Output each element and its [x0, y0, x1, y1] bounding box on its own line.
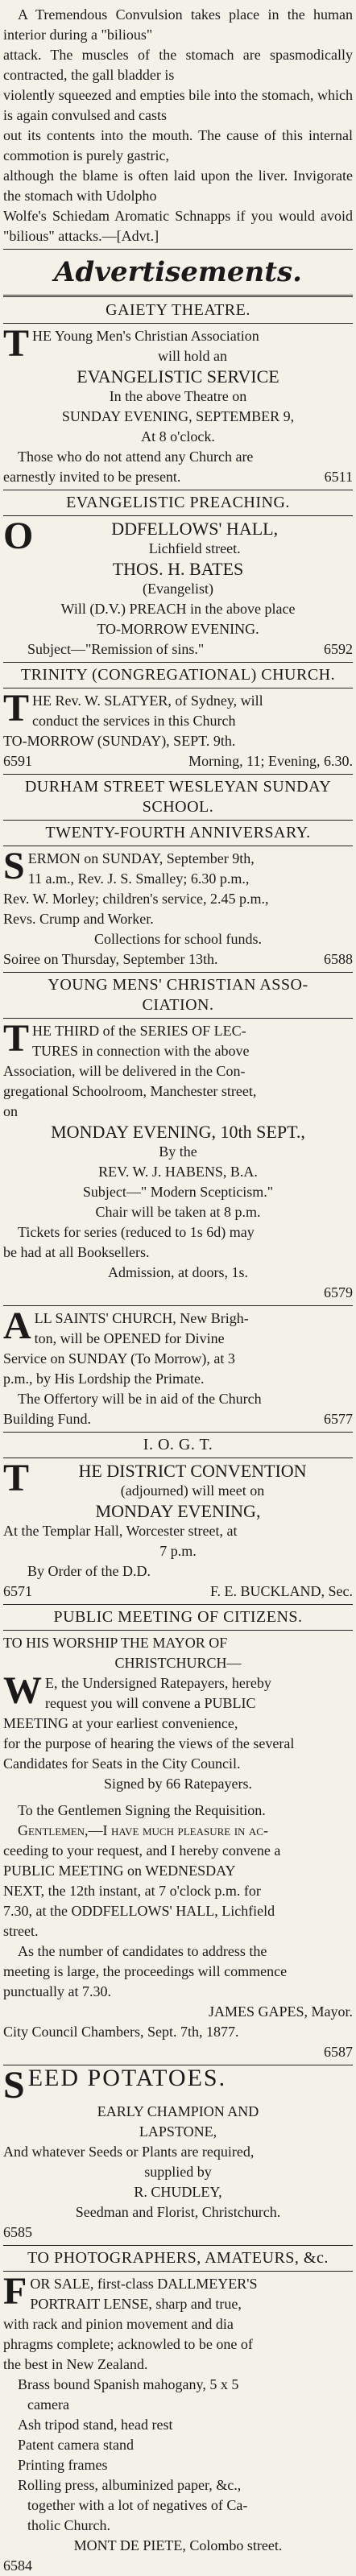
intro-paragraph	[3, 5, 353, 246]
ad-line: At 8 o'clock.	[141, 428, 215, 444]
ad-durham-street-school	[3, 777, 353, 970]
intro-line: Wolfe's Schiedam Aromatic Schnapps if you would avoid "bilious" attacks.—[Advt.]	[3, 208, 353, 244]
ad-title: EVANGELISTIC PREACHING.	[66, 494, 290, 511]
ad-line: TO-MORROW EVENING.	[97, 621, 259, 637]
ad-line: earnestly invited to be present.	[3, 469, 181, 485]
ad-line: MONDAY EVENING, 10th SEPT.,	[51, 1122, 305, 1142]
drop-cap: T	[3, 687, 30, 730]
ad-title: TO PHOTOGRAPHERS, AMATEURS, &c.	[27, 2249, 329, 2267]
ad-line: Those who do not attend any Church are	[18, 449, 254, 465]
ad-number: 6584	[3, 2557, 32, 2574]
divider	[3, 662, 353, 663]
ad-line: with rack and pinion movement and dia	[3, 2316, 234, 2332]
ad-number: 6511	[324, 469, 353, 485]
drop-cap: A	[3, 1305, 31, 1347]
ad-trinity-church	[3, 665, 353, 771]
ad-subtitle: TWENTY-FOURTH ANNIVERSARY.	[45, 824, 311, 841]
intro-line: out its contents into the mouth. The cause of this internal commotion is purely gastric,	[3, 127, 353, 163]
ad-line: NEXT, the 12th instant, at 7 o'clock p.m. for	[3, 1883, 261, 1899]
ad-line: Seedman and Florist, Christchurch.	[75, 2204, 281, 2220]
ad-line: EARLY CHAMPION AND	[97, 2103, 259, 2119]
ad-line: Tickets for series (reduced to 1s 6d) may	[18, 1224, 255, 1240]
divider	[3, 972, 353, 973]
ad-line: MONT DE PIETE, Colombo street.	[73, 2537, 283, 2553]
divider	[3, 1604, 353, 1605]
ad-line: LAPSTONE,	[139, 2123, 217, 2140]
divider	[3, 1432, 353, 1433]
ad-line: PUBLIC MEETING on WEDNESDAY	[3, 1863, 236, 1879]
ad-line: In the above Theatre on	[109, 388, 247, 404]
ad-line: Brass bound Spanish mahogany, 5 x 5	[18, 2376, 239, 2392]
ad-line: EVANGELISTIC SERVICE	[77, 366, 279, 387]
ad-line: Subject—"Remission of sins."	[27, 641, 205, 657]
ad-line: HE DISTRICT CONVENTION	[78, 1461, 307, 1481]
ad-line: Rev. W. Morley; children's service, 2.45 p.m.,	[3, 891, 269, 907]
ad-title: I. O. G. T.	[143, 1436, 213, 1453]
ad-line: Subject—" Modern Scepticism."	[82, 1184, 274, 1200]
ad-ymca-lecture	[3, 975, 353, 1303]
ad-title: EED POTATOES.	[27, 2065, 227, 2091]
ad-line: Candidates for Seats in the City Council.	[3, 1755, 241, 1772]
ad-line: ton, will be OPENED for Divine	[34, 1330, 225, 1346]
ad-title: DURHAM STREET WESLEYAN SUNDAY	[24, 778, 332, 796]
ad-line: TO-MORROW (SUNDAY), SEPT. 9th.	[3, 733, 236, 749]
ad-title: GAIETY THEATRE.	[106, 301, 250, 319]
ad-line: Rolling press, albuminized paper, &c.,	[18, 2477, 242, 2493]
ad-line: Lichfield street.	[148, 540, 241, 556]
ad-title: TRINITY (CONGREGATIONAL) CHURCH.	[20, 666, 336, 684]
divider	[3, 1630, 353, 1631]
ad-line: E, the Undersigned Ratepayers, hereby	[45, 1675, 271, 1691]
drop-cap: S	[3, 845, 25, 887]
ad-line: punctually at 7.30.	[3, 1983, 111, 1999]
drop-cap: T	[3, 1457, 30, 1499]
drop-cap: S	[3, 2064, 25, 2107]
divider	[3, 249, 353, 250]
divider	[3, 774, 353, 775]
ad-line: MEETING at your earliest convenience,	[3, 1715, 238, 1731]
ad-line: PORTRAIT LENSE, sharp and true,	[30, 2296, 242, 2312]
ad-line: conduct the services in this Church	[32, 713, 236, 729]
ad-line: TURES in connection with the above	[32, 1043, 250, 1059]
ad-all-saints-church	[3, 1305, 353, 1429]
ad-line: Morning, 11; Evening, 6.30.	[188, 753, 353, 769]
ad-line: MONDAY EVENING,	[95, 1501, 261, 1521]
ad-line: F. E. BUCKLAND, Sec.	[209, 1583, 353, 1599]
ad-line: will hold an	[158, 348, 227, 364]
ad-line: THOS. H. BATES	[112, 559, 244, 579]
divider	[3, 820, 353, 821]
ad-line: Printing frames	[18, 2457, 108, 2473]
advertisements-heading: Advertisements.	[54, 256, 302, 288]
ad-line: street.	[3, 1923, 39, 1939]
ad-line: ceeding to your request, and I hereby convene a	[3, 1842, 281, 1859]
ad-seed-potatoes	[3, 2064, 353, 2243]
ad-gaiety-theatre	[3, 300, 353, 487]
ad-line: tholic Church.	[27, 2517, 110, 2533]
ad-number: 6591	[3, 753, 32, 769]
ad-line: TO HIS WORSHIP THE MAYOR OF	[3, 1635, 228, 1651]
ad-line: By Order of the D.D.	[27, 1563, 151, 1579]
ad-line: CHRISTCHURCH—	[114, 1655, 242, 1671]
divider	[3, 2245, 353, 2246]
divider	[3, 323, 353, 324]
ad-line: Signed by 66 Ratepayers.	[104, 1776, 252, 1792]
ad-title: CIATION.	[142, 996, 214, 1014]
ad-line: LL SAINTS' CHURCH, New Brigh-	[34, 1310, 249, 1326]
ad-line: Collections for school funds.	[94, 931, 262, 947]
ad-line: p.m., by His Lordship the Primate.	[3, 1371, 205, 1387]
ad-line: HE Young Men's Christian Association	[32, 328, 259, 344]
ad-line: At the Templar Hall, Worcester street, at	[3, 1523, 238, 1539]
ad-line: 7.30, at the ODDFELLOWS' HALL, Lichfield	[3, 1903, 275, 1919]
drop-cap: T	[3, 1017, 30, 1060]
ad-number: 6571	[3, 1583, 32, 1599]
intro-line: attack. The muscles of the stomach are spasmodically contracted, the gall bladder is	[3, 47, 353, 83]
ad-title: YOUNG MENS' CHRISTIAN ASSO-	[48, 976, 308, 994]
ad-number: 6592	[324, 641, 353, 657]
ad-line: Soiree on Thursday, September 13th.	[3, 951, 218, 967]
ad-evangelistic-preaching	[3, 493, 353, 660]
ad-line: (adjourned) will meet on	[120, 1482, 265, 1499]
drop-cap: O	[3, 515, 34, 557]
drop-cap: W	[3, 1669, 42, 1712]
ad-line: OR SALE, first-class DALLMEYER'S	[30, 2276, 258, 2292]
ad-line: be had at all Booksellers.	[3, 1244, 150, 1260]
ad-line: Association, will be delivered in the Con-	[3, 1063, 246, 1079]
ad-line: The Offertory will be in aid of the Church	[18, 1391, 262, 1407]
intro-line: violently squeezed and empties bile into the stomach, which is again convulsed and casts	[3, 87, 353, 123]
divider	[3, 1305, 353, 1306]
ad-line: SUNDAY EVENING, SEPTEMBER 9,	[61, 408, 295, 424]
ad-line: Service on SUNDAY (To Morrow), at 3	[3, 1350, 235, 1367]
ad-line: Chair will be taken at 8 p.m.	[95, 1204, 261, 1220]
ad-line: HE Rev. W. SLATYER, of Sydney, will	[32, 693, 263, 709]
ad-signature: JAMES GAPES, Mayor.	[208, 2003, 353, 2020]
ad-line: City Council Chambers, Sept. 7th, 1877.	[3, 2024, 239, 2040]
divider	[3, 2271, 353, 2272]
ad-line: Will (D.V.) PREACH in the above place	[60, 601, 296, 617]
ad-line: As the number of candidates to address the	[18, 1943, 267, 1959]
ad-line: HE THIRD of the SERIES OF LEC-	[32, 1023, 246, 1039]
ad-line: supplied by	[144, 2164, 212, 2180]
ad-line: 11 a.m., Rev. J. S. Smalley; 6.30 p.m.,	[27, 870, 250, 887]
ad-line: phragms complete; acknowled to be one of	[3, 2336, 253, 2352]
ad-line: To the Gentlemen Signing the Requisition.	[18, 1802, 266, 1818]
ad-line: 7 p.m.	[159, 1543, 197, 1559]
ad-line: Building Fund.	[3, 1411, 92, 1427]
ad-line: By the	[159, 1143, 197, 1160]
ad-line: the best in New Zealand.	[3, 2356, 148, 2372]
ad-line: Ash tripod stand, head rest	[18, 2417, 173, 2433]
drop-cap: T	[3, 322, 30, 365]
ad-line: camera	[27, 2396, 69, 2413]
ad-number: 6579	[324, 1284, 353, 1300]
intro-line: A Tremendous Convulsion takes place in the human interior during a "bilious"	[3, 6, 353, 43]
ad-line: ERMON on SUNDAY, September 9th,	[27, 850, 255, 866]
ad-public-meeting	[3, 1607, 353, 2062]
ad-line: REV. W. J. HABENS, B.A.	[98, 1164, 258, 1180]
ad-line: request you will convene a PUBLIC	[45, 1695, 256, 1711]
ad-number: 6585	[3, 2224, 32, 2240]
ad-line: DDFELLOWS' HALL,	[111, 519, 279, 539]
divider	[3, 295, 353, 297]
ad-number: 6587	[324, 2044, 353, 2060]
ad-line: And whatever Seeds or Plants are required,	[3, 2144, 255, 2160]
ad-line: together with a lot of negatives of Ca-	[27, 2497, 248, 2513]
ad-title: SCHOOL.	[142, 798, 214, 816]
ad-line	[3, 2064, 353, 2107]
divider	[3, 1018, 353, 1019]
ad-line: Gentlemen,—I have much pleasure in ac-	[18, 1822, 268, 1838]
ad-number: 6577	[324, 1411, 353, 1427]
ad-iogt-convention	[3, 1435, 353, 1602]
ad-line: meeting is large, the proceedings will commence	[3, 1963, 288, 1979]
ad-line: Admission, at doors, 1s.	[107, 1264, 248, 1280]
drop-cap: F	[3, 2270, 27, 2313]
ad-line: gregational Schoolroom, Manchester street,	[3, 1083, 257, 1099]
ad-line: Patent camera stand	[18, 2437, 134, 2453]
ad-line: R. CHUDLEY,	[134, 2184, 222, 2200]
intro-line: although the blame is often laid upon the liver. Invigorate the stomach with Udolpho	[3, 167, 353, 204]
ad-line: on	[3, 1103, 18, 1119]
ad-number: 6588	[324, 951, 353, 967]
newspaper-column	[3, 0, 353, 2576]
ad-title: PUBLIC MEETING OF CITIZENS.	[53, 1608, 303, 1626]
ad-line: for the purpose of hearing the views of the several	[3, 1735, 295, 1751]
ad-photographers	[3, 2248, 353, 2576]
ad-line: (Evangelist)	[143, 581, 213, 597]
divider	[3, 515, 353, 516]
ad-line: Revs. Crump and Worker.	[3, 911, 154, 927]
